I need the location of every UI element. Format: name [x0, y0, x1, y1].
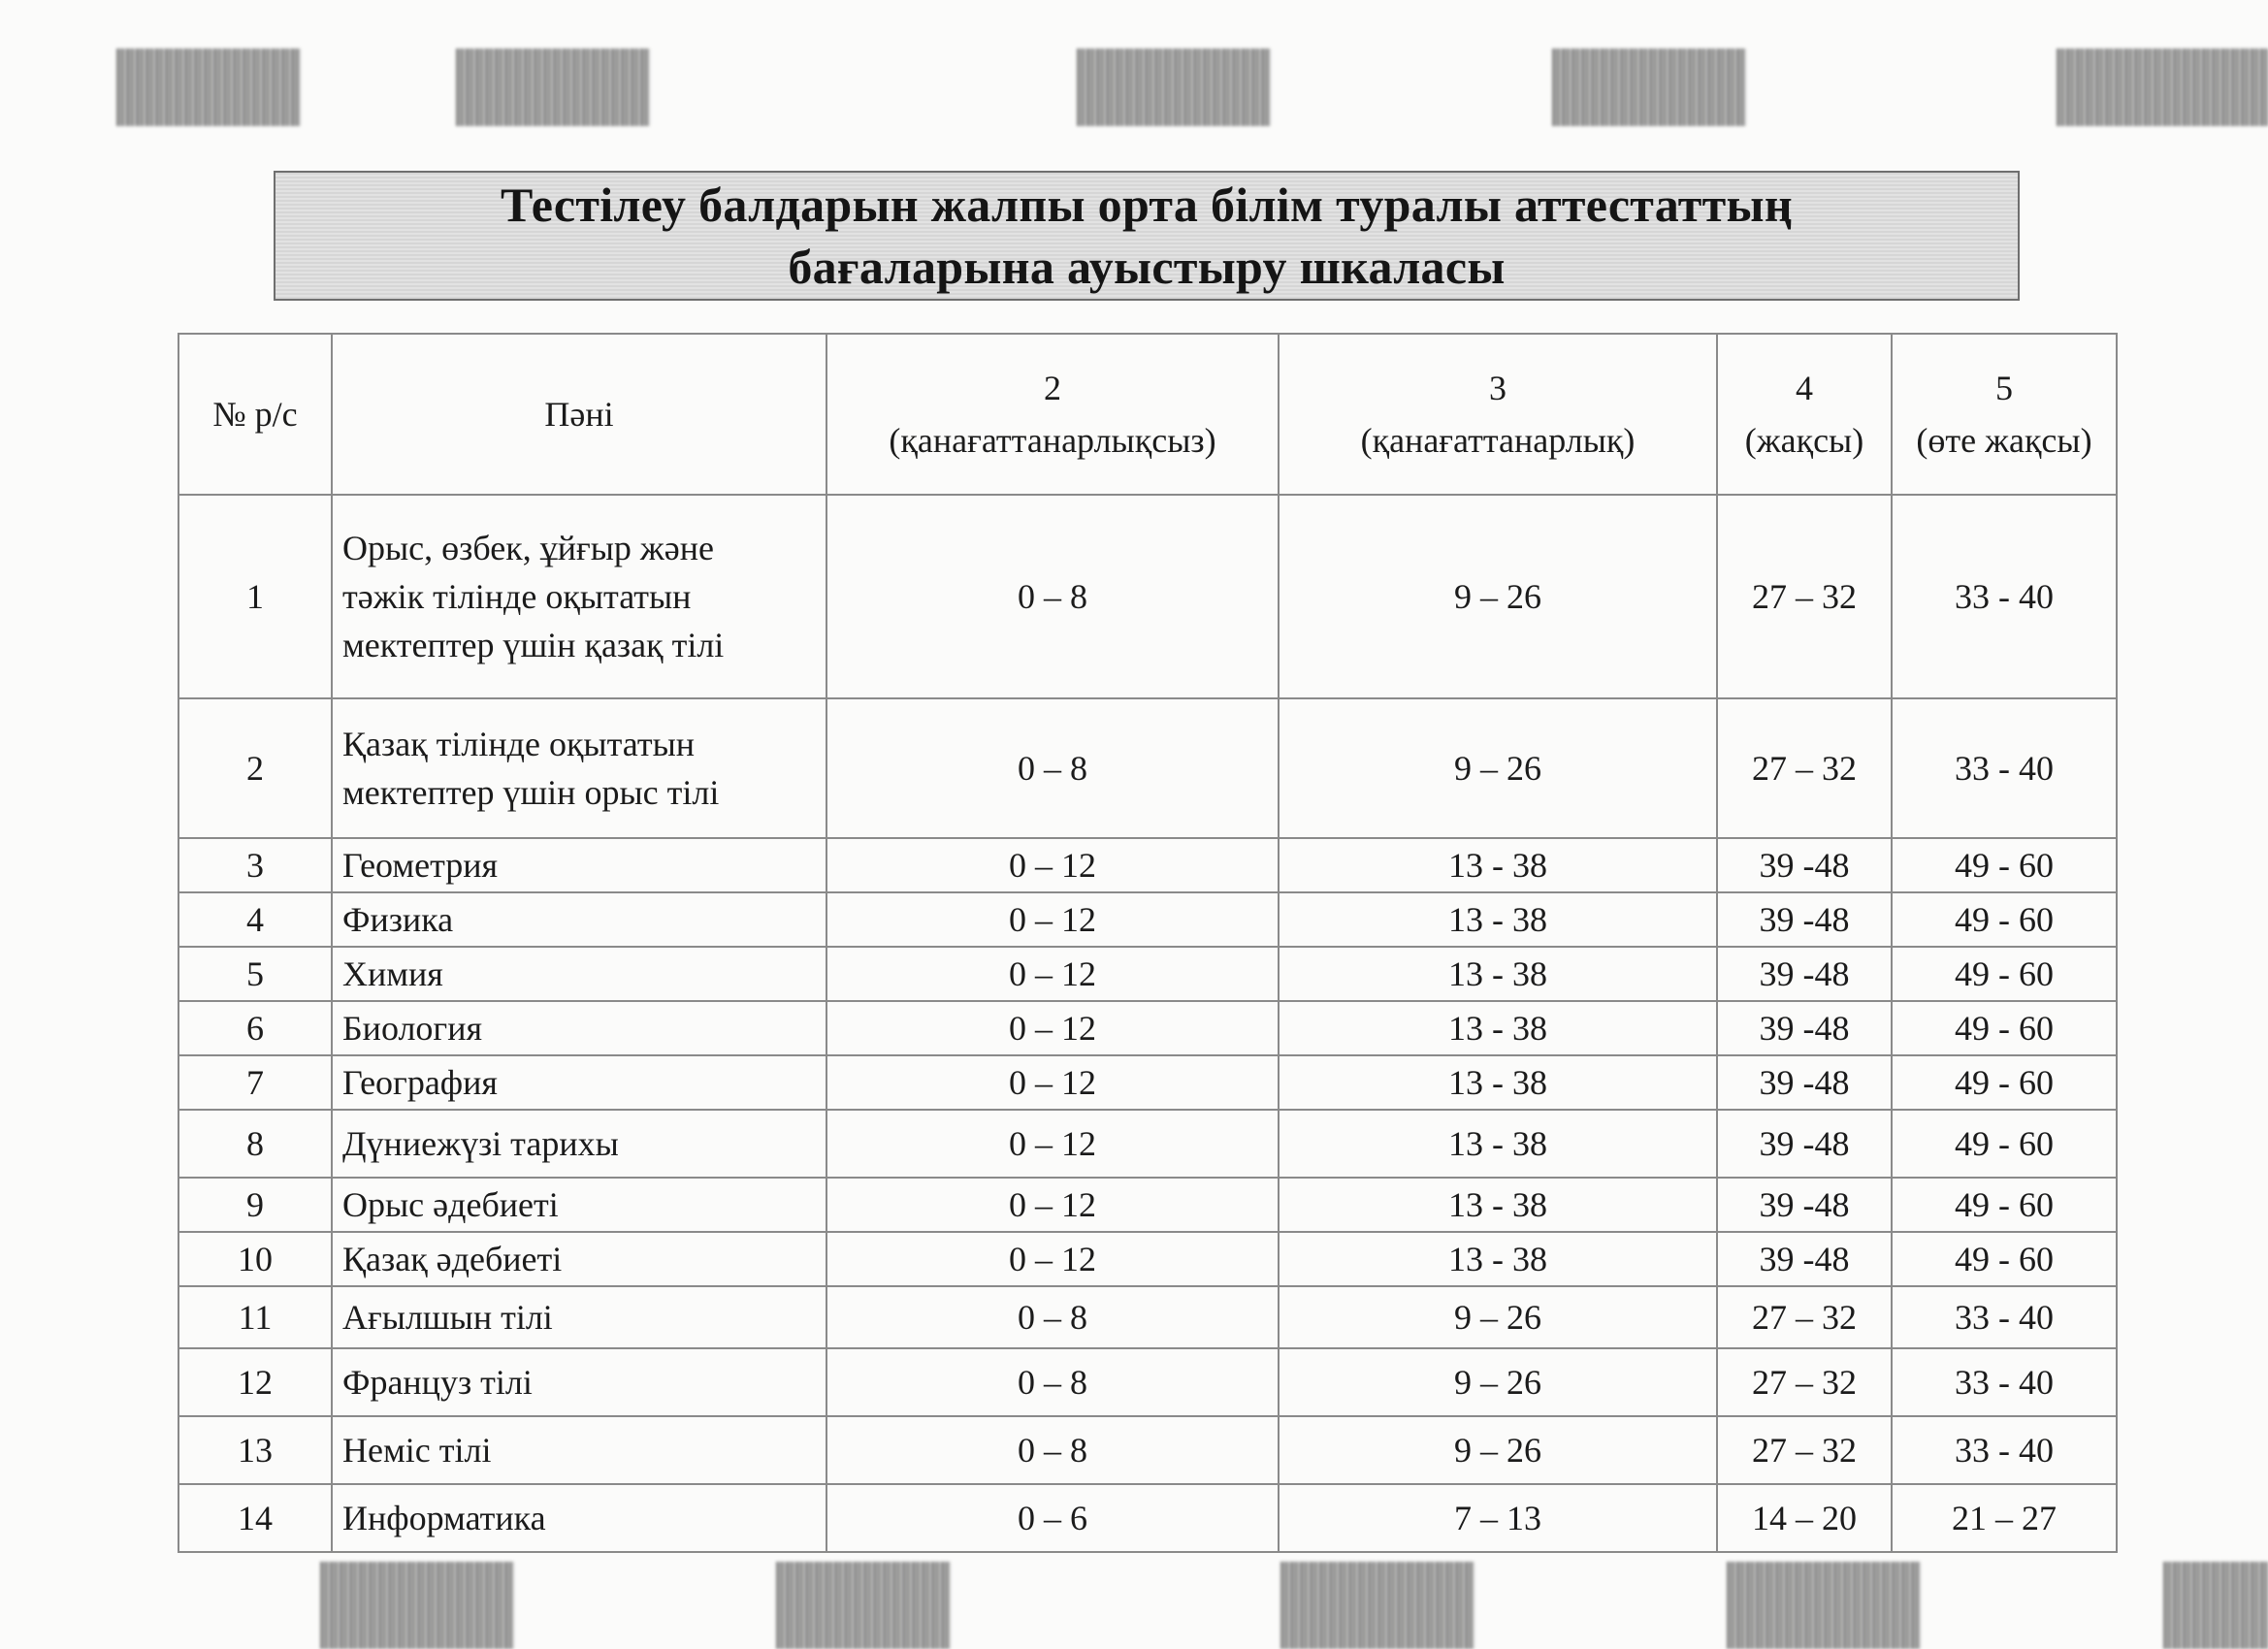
score-grade-2: 0 – 8 — [826, 1416, 1279, 1484]
score-grade-5: 33 - 40 — [1892, 495, 2117, 698]
score-grade-3: 13 - 38 — [1279, 947, 1717, 1001]
table-row — [178, 838, 2117, 892]
scan-artifact — [1727, 1562, 1921, 1649]
grade-4-label: (жақсы) — [1744, 421, 1864, 460]
table-row — [178, 1001, 2117, 1055]
score-grade-5: 49 - 60 — [1892, 1001, 2117, 1055]
conversion-scale-table — [178, 333, 2118, 1553]
score-grade-4: 39 -48 — [1717, 892, 1892, 947]
score-grade-3: 13 - 38 — [1279, 838, 1717, 892]
row-subject — [332, 495, 826, 698]
table-row — [178, 1110, 2117, 1178]
row-number: 1 — [178, 495, 332, 698]
score-grade-5: 33 - 40 — [1892, 698, 2117, 838]
header-grade-2 — [826, 334, 1279, 495]
score-grade-4: 39 -48 — [1717, 838, 1892, 892]
score-grade-2: 0 – 8 — [826, 1348, 1279, 1416]
score-grade-3: 9 – 26 — [1279, 1286, 1717, 1348]
table-row — [178, 495, 2117, 698]
table-row — [178, 698, 2117, 838]
score-grade-4: 27 – 32 — [1717, 1286, 1892, 1348]
score-grade-2: 0 – 8 — [826, 1286, 1279, 1348]
score-grade-3: 9 – 26 — [1279, 698, 1717, 838]
score-grade-5: 49 - 60 — [1892, 1110, 2117, 1178]
score-grade-3: 9 – 26 — [1279, 1416, 1717, 1484]
grade-5-label: (өте жақсы) — [1916, 421, 2092, 460]
score-grade-4: 27 – 32 — [1717, 495, 1892, 698]
scan-artifact — [2057, 48, 2268, 126]
score-grade-3: 13 - 38 — [1279, 1055, 1717, 1110]
score-grade-3: 13 - 38 — [1279, 1001, 1717, 1055]
scan-artifact — [2163, 1562, 2268, 1649]
subject-line: Қазақ тілінде оқытатын — [342, 725, 696, 763]
score-grade-5: 33 - 40 — [1892, 1416, 2117, 1484]
score-grade-3: 13 - 38 — [1279, 1178, 1717, 1232]
score-grade-4: 27 – 32 — [1717, 698, 1892, 838]
row-number: 3 — [178, 838, 332, 892]
scan-artifact — [1077, 48, 1271, 126]
table-row — [178, 1416, 2117, 1484]
score-grade-4: 14 – 20 — [1717, 1484, 1892, 1552]
table-row — [178, 1232, 2117, 1286]
grade-3-number: 3 — [1489, 369, 1507, 407]
scan-artifact — [1552, 48, 1746, 126]
scan-artifact — [1280, 1562, 1474, 1649]
row-subject: Қазақ әдебиеті — [332, 1232, 826, 1286]
row-number: 6 — [178, 1001, 332, 1055]
row-subject: Дүниежүзі тарихы — [332, 1110, 826, 1178]
grade-2-label: (қанағаттанарлықсыз) — [889, 421, 1216, 460]
scan-artifact — [456, 48, 650, 126]
row-subject: Неміс тілі — [332, 1416, 826, 1484]
row-subject: Ағылшын тілі — [332, 1286, 826, 1348]
subject-line: мектептер үшін орыс тілі — [342, 773, 720, 812]
document-title — [274, 171, 2020, 301]
table-row — [178, 1484, 2117, 1552]
header-subject: Пәні — [332, 334, 826, 495]
header-grade-4 — [1717, 334, 1892, 495]
row-subject — [332, 698, 826, 838]
score-grade-2: 0 – 12 — [826, 1178, 1279, 1232]
row-number: 5 — [178, 947, 332, 1001]
row-number: 8 — [178, 1110, 332, 1178]
table-row — [178, 1055, 2117, 1110]
title-line-2: бағаларына ауыстыру шкаласы — [788, 240, 1506, 294]
table-row — [178, 1348, 2117, 1416]
row-number: 2 — [178, 698, 332, 838]
score-grade-3: 13 - 38 — [1279, 1232, 1717, 1286]
score-grade-3: 7 – 13 — [1279, 1484, 1717, 1552]
row-number: 12 — [178, 1348, 332, 1416]
table-row — [178, 1178, 2117, 1232]
score-grade-4: 39 -48 — [1717, 1001, 1892, 1055]
score-grade-5: 49 - 60 — [1892, 1178, 2117, 1232]
score-grade-5: 33 - 40 — [1892, 1286, 2117, 1348]
row-number: 4 — [178, 892, 332, 947]
score-grade-2: 0 – 6 — [826, 1484, 1279, 1552]
score-grade-4: 27 – 32 — [1717, 1348, 1892, 1416]
subject-line: тәжік тілінде оқытатын — [342, 577, 692, 616]
table-row — [178, 892, 2117, 947]
row-subject: Биология — [332, 1001, 826, 1055]
score-grade-5: 49 - 60 — [1892, 1055, 2117, 1110]
table-row — [178, 1286, 2117, 1348]
row-subject: Француз тілі — [332, 1348, 826, 1416]
score-grade-5: 49 - 60 — [1892, 892, 2117, 947]
table-header-row — [178, 334, 2117, 495]
score-grade-2: 0 – 12 — [826, 838, 1279, 892]
score-grade-4: 39 -48 — [1717, 1055, 1892, 1110]
score-grade-2: 0 – 12 — [826, 892, 1279, 947]
row-number: 7 — [178, 1055, 332, 1110]
score-grade-2: 0 – 12 — [826, 1232, 1279, 1286]
row-subject: Химия — [332, 947, 826, 1001]
grade-4-number: 4 — [1796, 369, 1813, 407]
score-grade-3: 9 – 26 — [1279, 495, 1717, 698]
row-number: 13 — [178, 1416, 332, 1484]
score-grade-4: 27 – 32 — [1717, 1416, 1892, 1484]
score-grade-2: 0 – 12 — [826, 947, 1279, 1001]
score-grade-3: 13 - 38 — [1279, 892, 1717, 947]
row-subject: Информатика — [332, 1484, 826, 1552]
score-grade-4: 39 -48 — [1717, 1110, 1892, 1178]
scan-artifact — [116, 48, 301, 126]
score-grade-3: 13 - 38 — [1279, 1110, 1717, 1178]
subject-line: мектептер үшін қазақ тілі — [342, 626, 725, 664]
score-grade-5: 33 - 40 — [1892, 1348, 2117, 1416]
row-subject: Физика — [332, 892, 826, 947]
row-subject: Орыс әдебиеті — [332, 1178, 826, 1232]
score-grade-2: 0 – 8 — [826, 495, 1279, 698]
row-subject: География — [332, 1055, 826, 1110]
score-grade-4: 39 -48 — [1717, 1178, 1892, 1232]
score-grade-2: 0 – 8 — [826, 698, 1279, 838]
row-number: 14 — [178, 1484, 332, 1552]
header-grade-3 — [1279, 334, 1717, 495]
grade-3-label: (қанағаттанарлық) — [1360, 421, 1636, 460]
title-line-1: Тестілеу балдарын жалпы орта білім туралы аттестаттың — [501, 178, 1793, 232]
grade-2-number: 2 — [1044, 369, 1061, 407]
header-grade-5 — [1892, 334, 2117, 495]
row-number: 10 — [178, 1232, 332, 1286]
header-number: № р/с — [178, 334, 332, 495]
score-grade-4: 39 -48 — [1717, 1232, 1892, 1286]
score-grade-5: 21 – 27 — [1892, 1484, 2117, 1552]
score-grade-2: 0 – 12 — [826, 1001, 1279, 1055]
scan-artifact — [776, 1562, 951, 1649]
score-grade-3: 9 – 26 — [1279, 1348, 1717, 1416]
score-grade-5: 49 - 60 — [1892, 1232, 2117, 1286]
score-grade-2: 0 – 12 — [826, 1110, 1279, 1178]
grade-5-number: 5 — [1995, 369, 2013, 407]
table-row — [178, 947, 2117, 1001]
score-grade-2: 0 – 12 — [826, 1055, 1279, 1110]
scan-artifact — [320, 1562, 514, 1649]
score-grade-5: 49 - 60 — [1892, 838, 2117, 892]
subject-line: Орыс, өзбек, ұйғыр және — [342, 529, 715, 567]
row-subject: Геометрия — [332, 838, 826, 892]
row-number: 11 — [178, 1286, 332, 1348]
row-number: 9 — [178, 1178, 332, 1232]
score-grade-4: 39 -48 — [1717, 947, 1892, 1001]
score-grade-5: 49 - 60 — [1892, 947, 2117, 1001]
